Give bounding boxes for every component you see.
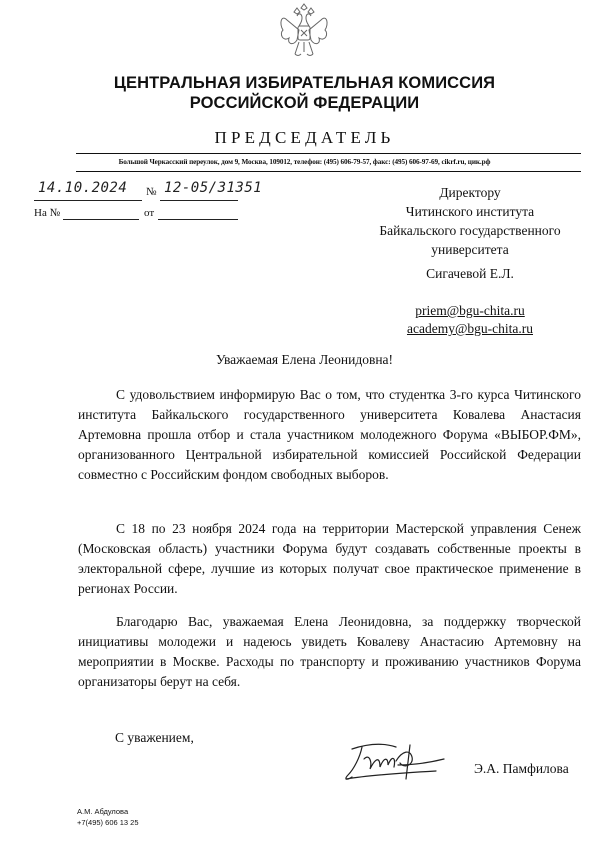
addressee-line1: Директору (439, 185, 501, 200)
number-underline (160, 200, 238, 201)
email-link-priem[interactable]: priem@bgu-chita.ru (415, 303, 525, 318)
letter-paragraph-3: Благодарю Вас, уважаемая Елена Леонидовна, за поддержку творческой инициативы молодежи и надеюсь увидеть Ковалеву Анастасию Артемовну на мероприятии в Москве. Расходы по транспорту и проживанию участников Форума организаторы берут на себя. (78, 614, 581, 689)
letter-paragraph-1: С удовольствием информирую Вас о том, что студентка 3-го курса Читинского института Байкальского государственного университета Ковалева Анастасия Артемовна прошла отбор и стала участником молодежного Форума «ВЫБОР.ФМ», организованного Центральной избирательной комиссией Российской Федерации совместно с Российским фондом свободных выборов. (78, 387, 581, 482)
handwritten-signature-icon (340, 735, 450, 785)
executor-name: А.М. Абдулова (77, 807, 129, 816)
date-underline (34, 200, 142, 201)
addressee-line4: университета (431, 242, 509, 257)
position-title: ПРЕДСЕДАТЕЛЬ (214, 128, 395, 147)
addressee-line2: Читинского института (405, 204, 535, 219)
org-address: Большой Черкасский переулок, дом 9, Москва, 109012, телефон: (495) 606-79-57, факс: (495) 606-97-69, cikrf.ru, цик.рф (118, 158, 491, 166)
signer-name: Э.А. Памфилова (474, 761, 569, 776)
letter-closing: С уважением, (115, 730, 194, 745)
header-rule-bottom (76, 171, 581, 172)
email-link-academy[interactable]: academy@bgu-chita.ru (406, 321, 533, 336)
executor-phone: +7(495) 606 13 25 (77, 818, 139, 827)
addressee-emails (343, 302, 597, 338)
reference-from: от (144, 207, 155, 219)
number-sign: № (146, 186, 157, 198)
registration-number: 12-05/31351 (164, 180, 263, 196)
registration-date: 14.10.2024 (38, 180, 128, 196)
letter-paragraph-2: С 18 по 23 ноября 2024 года на территории Мастерской управления Сенеж (Московская область) участники Форума будут создавать собственные проекты в электоральной сфере, лучшие из которых получат свое практическое применение в регионах России. (78, 521, 581, 596)
russian-coat-of-arms-icon (273, 0, 335, 62)
reference-number-underline (63, 219, 139, 220)
addressee-line3: Байкальского государственного (379, 223, 561, 238)
header-rule-top (76, 153, 581, 154)
org-name-line1: ЦЕНТРАЛЬНАЯ ИЗБИРАТЕЛЬНАЯ КОМИССИЯ (113, 74, 496, 92)
addressee-name: Сигачевой Е.Л. (426, 266, 514, 281)
letter-greeting: Уважаемая Елена Леонидовна! (215, 352, 394, 367)
org-name-line2: РОССИЙСКОЙ ФЕДЕРАЦИИ (189, 94, 420, 112)
reference-prefix: На № (34, 207, 61, 219)
reference-date-underline (158, 219, 238, 220)
addressee-block (343, 183, 597, 259)
